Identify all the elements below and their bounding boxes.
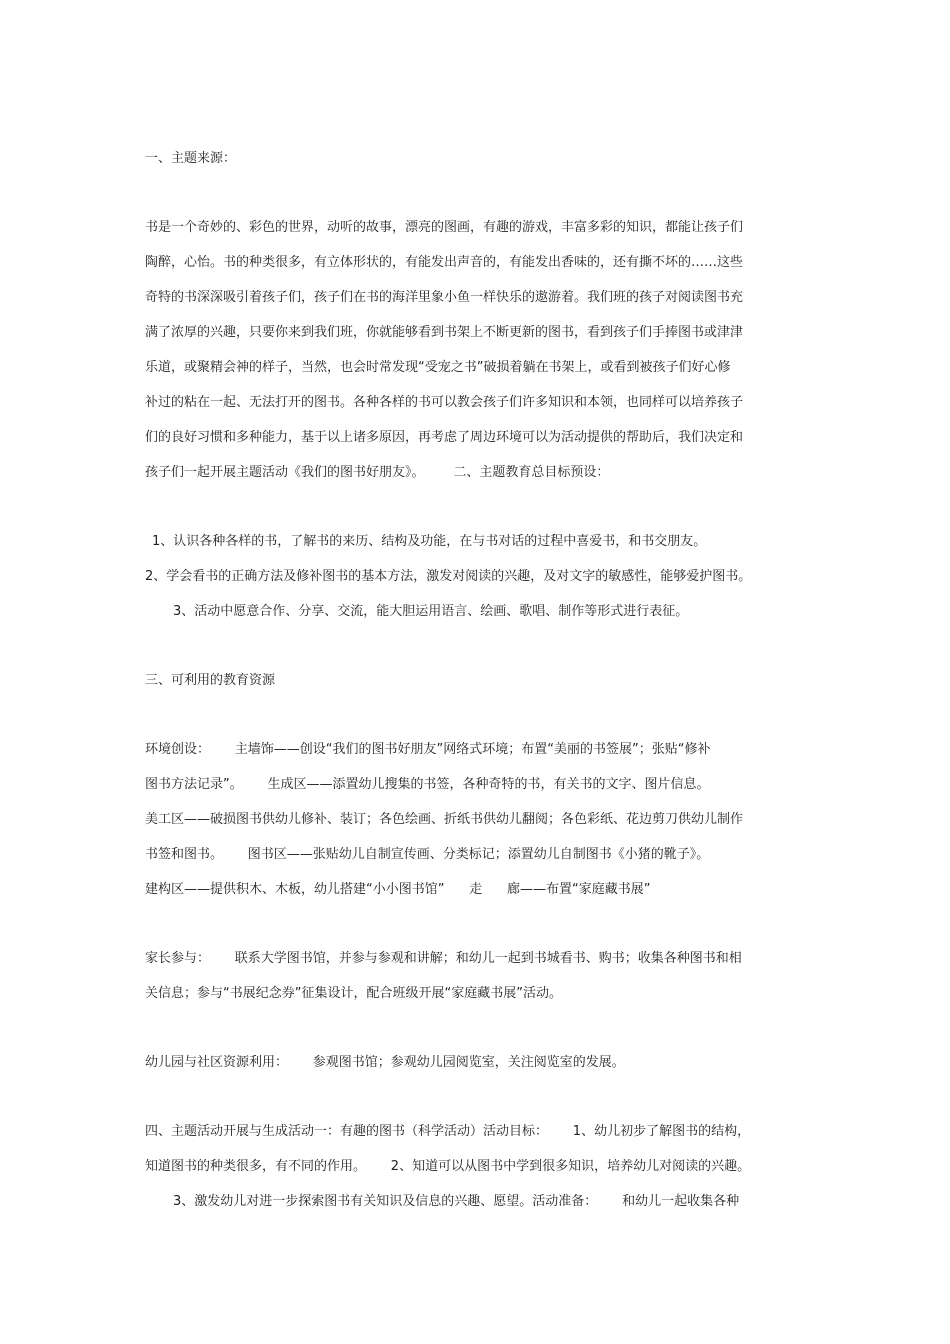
goal-item-1: 1、认识各种各样的书，了解书的来历、结构及功能，在与书对话的过程中喜爱书，和书交朋友。 [152, 534, 707, 549]
paragraph-line: 书是一个奇妙的、彩色的世界，动听的故事，漂亮的图画，有趣的游戏，丰富多彩的知识，都能让孩子们 [145, 220, 744, 235]
paragraph-line: 奇特的书深深吸引着孩子们，孩子们在书的海洋里象小鱼一样快乐的遨游着。我们班的孩子对阅读图书充 [145, 290, 744, 305]
section-heading-3: 三、可利用的教育资源 [145, 673, 276, 688]
goal-item-2: 2、学会看书的正确方法及修补图书的基本方法，激发对阅读的兴趣，及对文字的敏感性，能够爱护图书。 [145, 569, 752, 584]
paragraph-line: 图书方法记录”。 生成区——添置幼儿搜集的书签，各种奇特的书，有关书的文字、图片信息。 [145, 777, 710, 792]
paragraph-line: 美工区——破损图书供幼儿修补、装订；各色绘画、折纸书供幼儿翻阅；各色彩纸、花边剪刀供幼儿制作 [145, 812, 744, 827]
paragraph-line: 孩子们一起开展主题活动《我们的图书好朋友》。 二、主题教育总目标预设： [145, 465, 610, 480]
paragraph-line: 环境创设： 主墙饰——创设“我们的图书好朋友”网络式环境；布置“美丽的书签展”；张贴“修补 [145, 742, 711, 757]
goal-item-3: 3、活动中愿意合作、分享、交流，能大胆运用语言、绘画、歌唱、制作等形式进行表征。 [173, 604, 689, 619]
paragraph-line: 们的良好习惯和多种能力，基于以上诸多原因，再考虑了周边环境可以为活动提供的帮助后，我们决定和 [145, 430, 744, 445]
paragraph-line: 3、激发幼儿对进一步探索图书有关知识及信息的兴趣、愿望。活动准备： 和幼儿一起收集各种 [173, 1194, 740, 1209]
paragraph-line: 乐道，或聚精会神的样子，当然，也会时常发现“受宠之书”破损着躺在书架上，或看到被孩子们好心修 [145, 360, 731, 375]
paragraph-line: 四、主题活动开展与生成活动一：有趣的图书（科学活动）活动目标： 1、幼儿初步了解图书的结构， [145, 1124, 751, 1139]
paragraph-line: 建构区——提供积木、木板，幼儿搭建“小小图书馆” 走 廊——布置“家庭藏书展” [145, 882, 651, 897]
paragraph-line: 幼儿园与社区资源利用： 参观图书馆；参观幼儿园阅览室，关注阅览室的发展。 [145, 1055, 625, 1070]
paragraph-line: 陶醉，心怡。书的种类很多，有立体形状的，有能发出声音的，有能发出香味的，还有撕不坏的……这些 [145, 255, 744, 270]
section-heading-1: 一、主题来源： [145, 151, 237, 166]
paragraph-line: 家长参与： 联系大学图书馆，并参与参观和讲解；和幼儿一起到书城看书、购书；收集各种图书和相 [145, 951, 742, 966]
paragraph-line: 关信息；参与“书展纪念券”征集设计，配合班级开展“家庭藏书展”活动。 [145, 986, 562, 1001]
paragraph-line: 补过的粘在一起、无法打开的图书。各种各样的书可以教会孩子们许多知识和本领，也同样可以培养孩子 [145, 395, 744, 410]
paragraph-line: 满了浓厚的兴趣，只要你来到我们班，你就能够看到书架上不断更新的图书，看到孩子们手捧图书或津津 [145, 325, 744, 340]
paragraph-line: 知道图书的种类很多，有不同的作用。 2、知道可以从图书中学到很多知识，培养幼儿对阅读的兴趣。 [145, 1159, 751, 1174]
paragraph-line: 书签和图书。 图书区——张贴幼儿自制宣传画、分类标记；添置幼儿自制图书《小猪的靴子》。 [145, 847, 710, 862]
